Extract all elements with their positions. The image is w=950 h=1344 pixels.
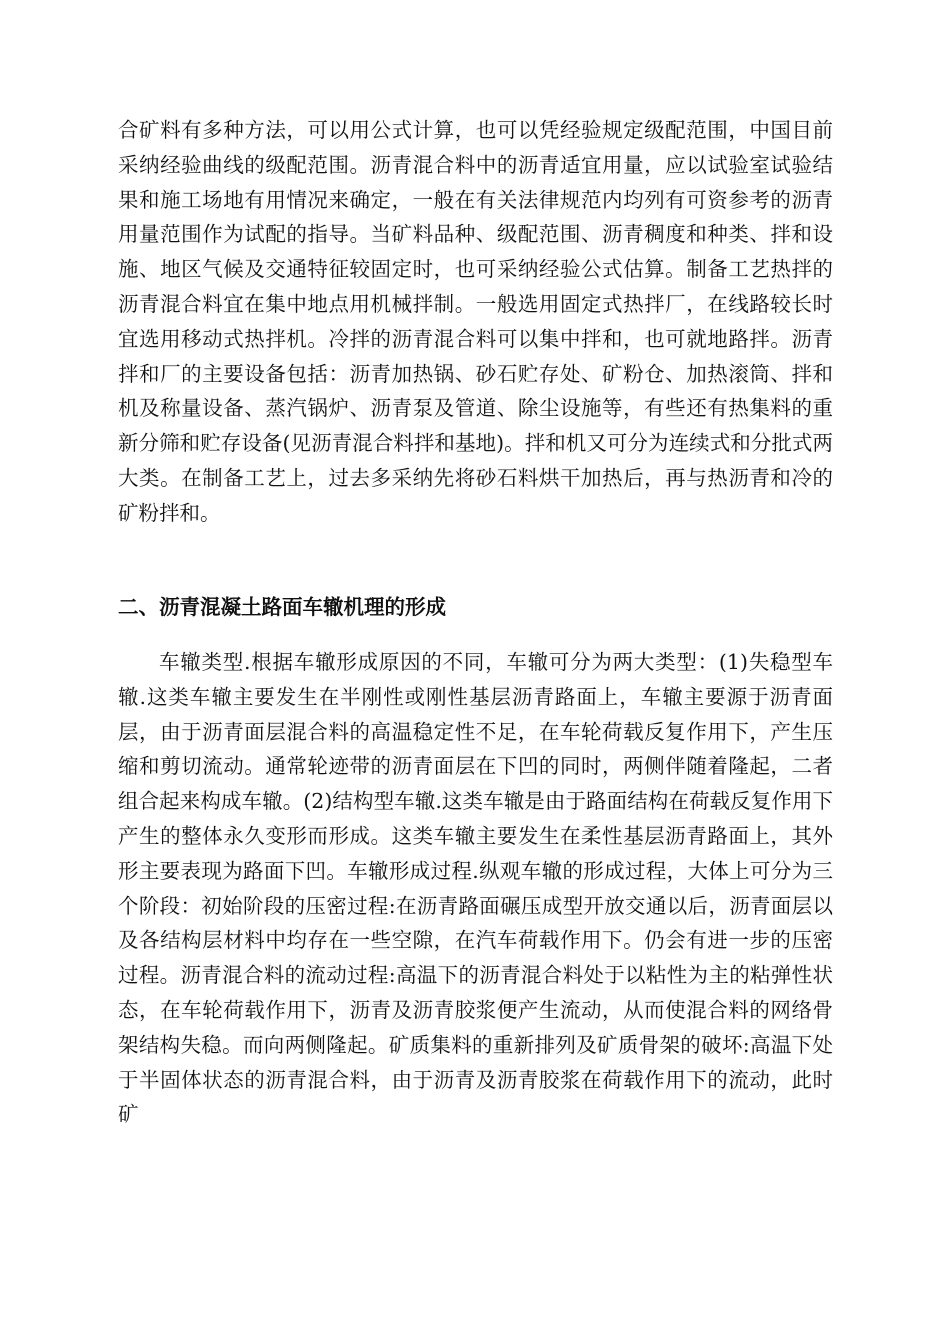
section-heading: 二、沥青混凝土路面车辙机理的形成: [118, 595, 446, 619]
body-paragraph-rutting: 车辙类型.根据车辙形成原因的不同，车辙可分为两大类型：(1)失稳型车辙.这类车辙主要发生在半刚性或刚性基层沥青路面上，车辙主要源于沥青面层，由于沥青面层混合料的高温稳定性不足，在车轮荷载反复作用下，产生压缩和剪切流动。通常轮迹带的沥青面层在下凹的同时，两侧伴随着隆起，二者组合起来构成车辙。(2)结构型车辙.这类车辙是由于路面结构在荷载反复作用下产生的整体永久变形而形成。这类车辙主要发生在柔性基层沥青路面上，其外形主要表现为路面下凹。车辙形成过程.纵观车辙的形成过程，大体上可分为三个阶段：初始阶段的压密过程:在沥青路面碾压成型开放交通以后，沥青面层以及各结构层材料中均存在一些空隙，在汽车荷载作用下。仍会有进一步的压密过程。沥青混合料的流动过程:高温下的沥青混合料处于以粘性为主的粘弹性状态，在车轮荷载作用下，沥青及沥青胶浆便产生流动，从而使混合料的网络骨架结构失稳。而向两侧隆起。矿质集料的重新排列及矿质骨架的破坏:高温下处于半固体状态的沥青混合料，由于沥青及沥青胶浆在荷载作用下的流动，此时矿: [118, 650, 833, 1127]
body-paragraph-continuation: 合矿料有多种方法，可以用公式计算，也可以凭经验规定级配范围，中国目前采纳经验曲线的级配范围。沥青混合料中的沥青适宜用量，应以试验室试验结果和施工场地有用情况来确定，一般在有关法律规范内均列有可资参考的沥青用量范围作为试配的指导。当矿料品种、级配范围、沥青稠度和种类、拌和设施、地区气候及交通特征较固定时，也可采纳经验公式估算。制备工艺热拌的沥青混合料宜在集中地点用机械拌制。一般选用固定式热拌厂，在线路较长时宜选用移动式热拌机。冷拌的沥青混合料可以集中拌和，也可就地路拌。沥青拌和厂的主要设备包括：沥青加热锅、砂石贮存处、矿粉仓、加热滚筒、拌和机及称量设备、蒸汽锅炉、沥青泵及管道、除尘设施等，有些还有热集料的重新分筛和贮存设备(见沥青混合料拌和基地)。拌和机又可分为连续式和分批式两大类。在制备工艺上，过去多采纳先将砂石料烘干加热后，再与热沥青和冷的矿粉拌和。: [118, 118, 833, 525]
